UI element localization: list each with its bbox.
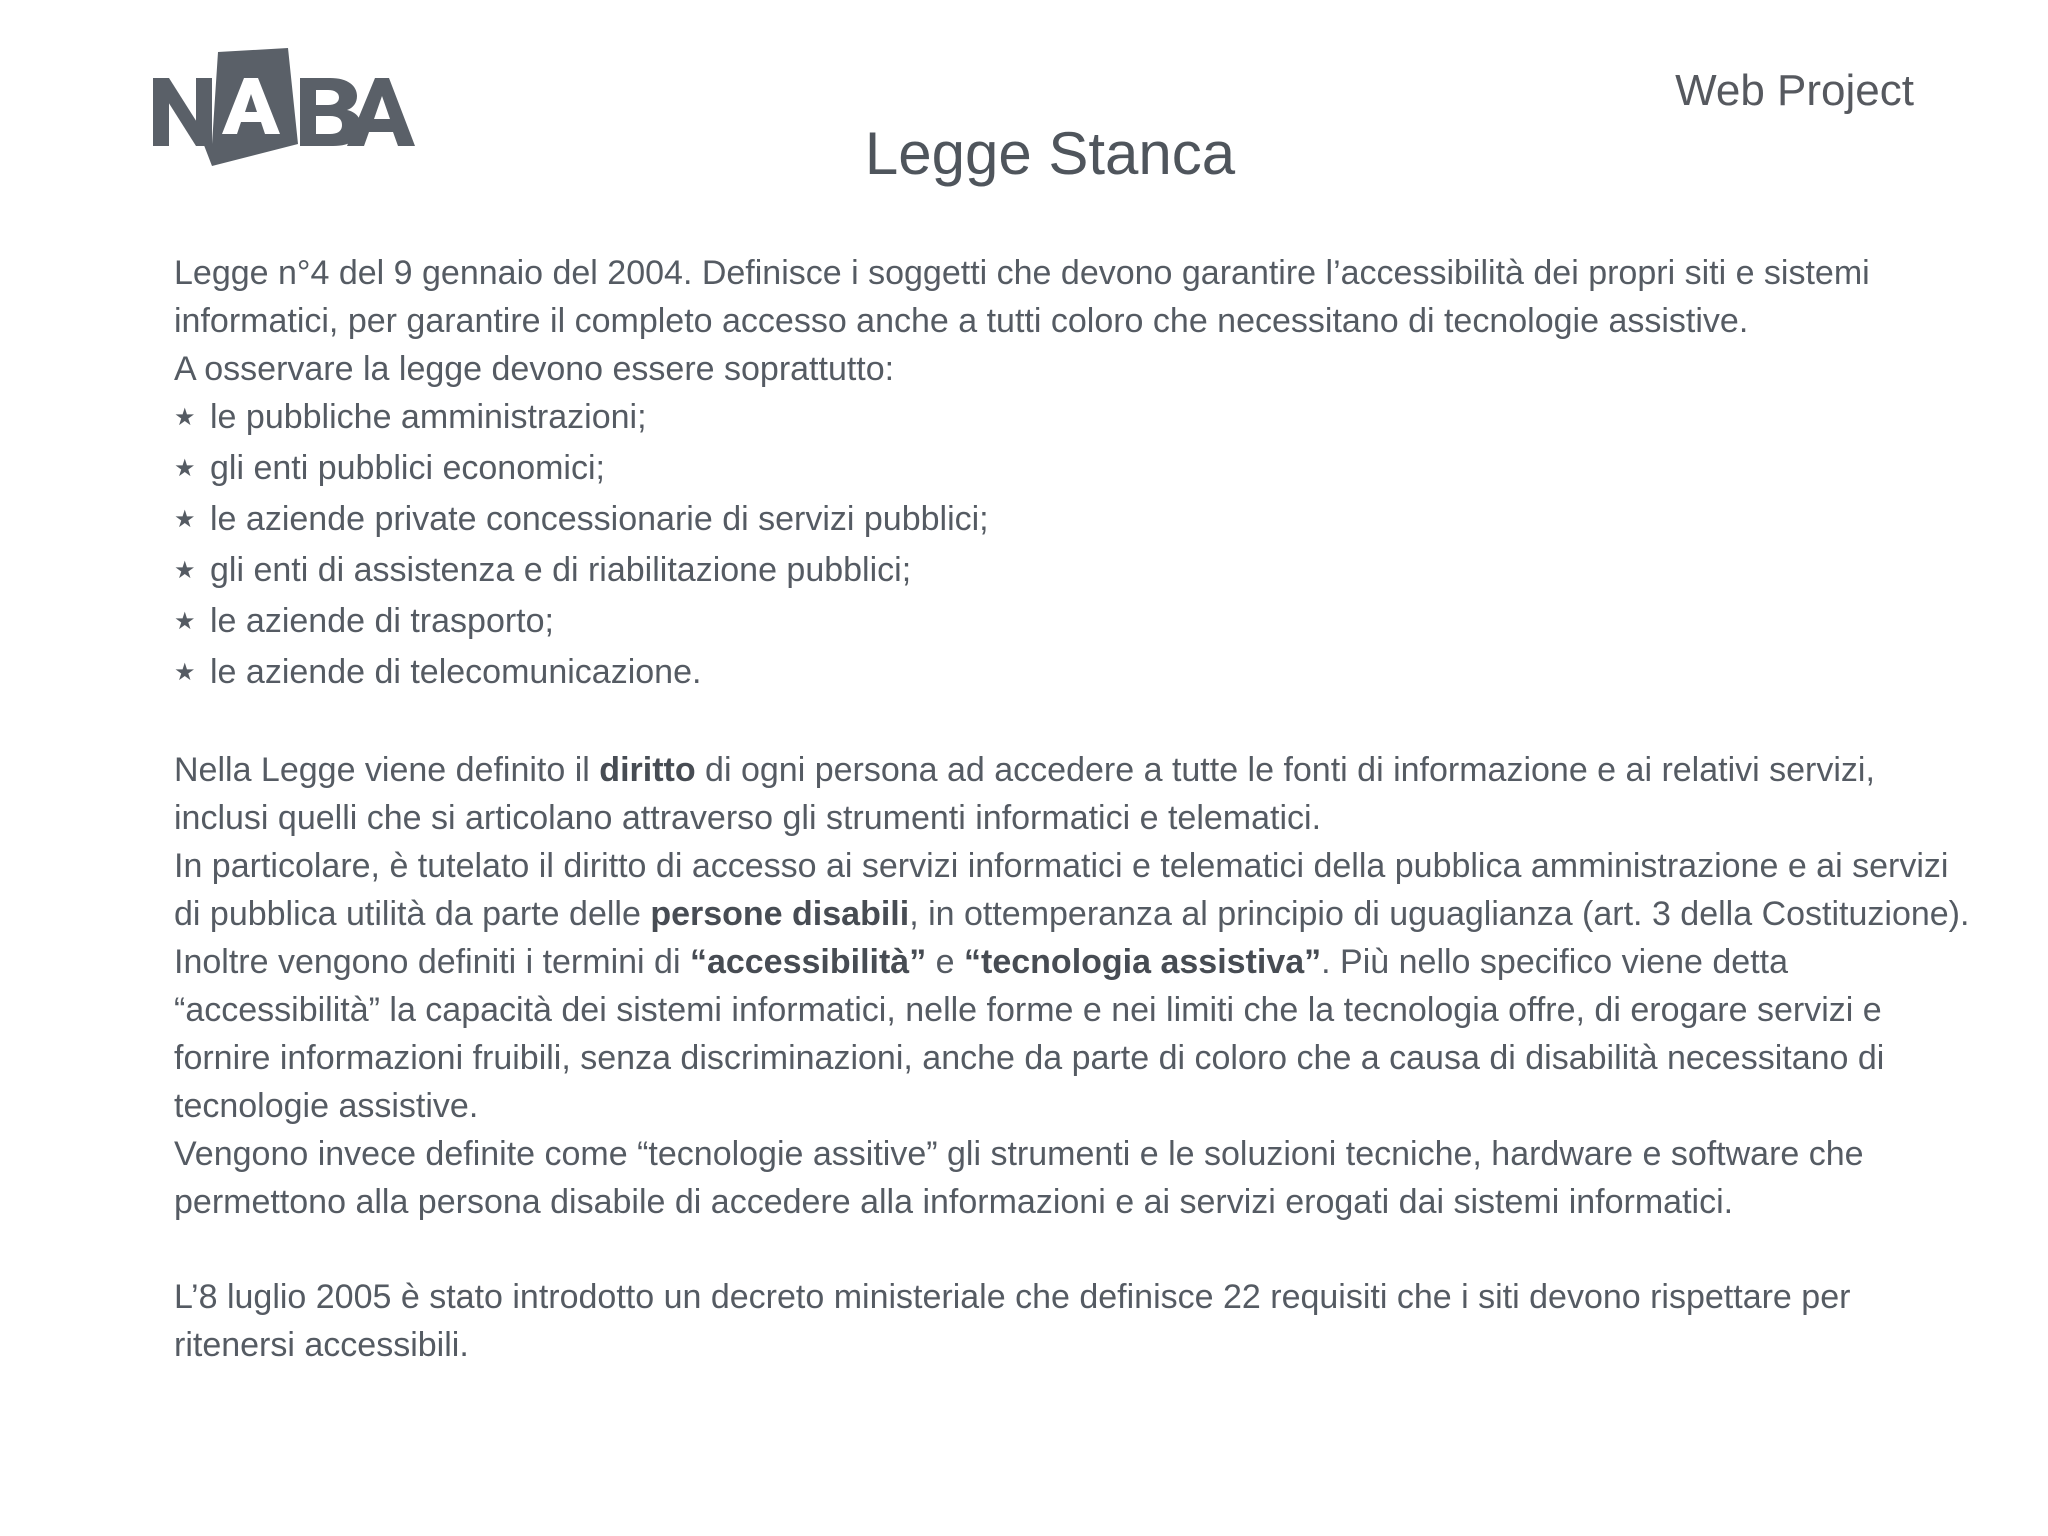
star-icon: ★ xyxy=(174,454,196,482)
slide-body xyxy=(174,249,1974,1369)
star-icon: ★ xyxy=(174,658,196,686)
slide-title: Legge Stanca xyxy=(864,120,1236,187)
star-icon: ★ xyxy=(174,403,196,431)
disabled-persons-paragraph: In particolare, è tutelato il diritto di accesso ai servizi informatici e telematici della pubblica amministrazione e ai servizi di pubblica utilità da parte delle persone disabili, in ottemperanza al principio di uguaglianza (art. 3 della Costituzione). xyxy=(174,847,1970,933)
star-icon: ★ xyxy=(174,505,196,533)
list-item: ★ gli enti di assistenza e di riabilitazione pubblici; xyxy=(174,546,1974,597)
course-label: Web Project xyxy=(1675,66,1914,115)
intro-paragraph: Legge n°4 del 9 gennaio del 2004. Definisce i soggetti che devono garantire l’accessibilità dei propri siti e sistemi informatici, per garantire il completo accesso anche a tutti coloro che necessitano di tecnologie assistive. xyxy=(174,254,1870,340)
list-item: ★ le aziende di telecomunicazione. xyxy=(174,648,1974,699)
decree-paragraph: L’8 luglio 2005 è stato introdotto un decreto ministeriale che definisce 22 requisiti che i siti devono rispettare per ritenersi accessibili. xyxy=(174,1278,1851,1364)
terms-definition-paragraph: Inoltre vengono definiti i termini di “accessibilità” e “tecnologia assistiva”. Più nello specifico viene detta “accessibilità” la capacità dei sistemi informatici, nelle forme e nei limiti che la tecnologia offre, di erogare servizi e fornire informazioni fruibili, senza discriminazioni, anche da parte di coloro che a causa di disabilità necessitano di tecnologie assistive. xyxy=(174,943,1885,1125)
right-definition-paragraph: Nella Legge viene definito il diritto di ogni persona ad accedere a tutte le fonti di informazione e ai relativi servizi, inclusi quelli che si articolano attraverso gli strumenti informatici e telematici. xyxy=(174,751,1875,837)
list-item: ★ le pubbliche amministrazioni; xyxy=(174,393,1974,444)
subjects-list xyxy=(174,393,1974,699)
assistive-tech-paragraph: Vengono invece definite come “tecnologie assitive” gli strumenti e le soluzioni tecniche, hardware e software che permettono alla persona disabile di accedere alla informazioni e ai servizi erogati dai sistemi informatici. xyxy=(174,1135,1864,1221)
star-icon: ★ xyxy=(174,556,196,584)
list-item: ★ le aziende private concessionarie di servizi pubblici; xyxy=(174,495,1974,546)
star-icon: ★ xyxy=(174,607,196,635)
list-item: ★ gli enti pubblici economici; xyxy=(174,444,1974,495)
intro-list-heading: A osservare la legge devono essere soprattutto: xyxy=(174,350,895,388)
list-item: ★ le aziende di trasporto; xyxy=(174,597,1974,648)
